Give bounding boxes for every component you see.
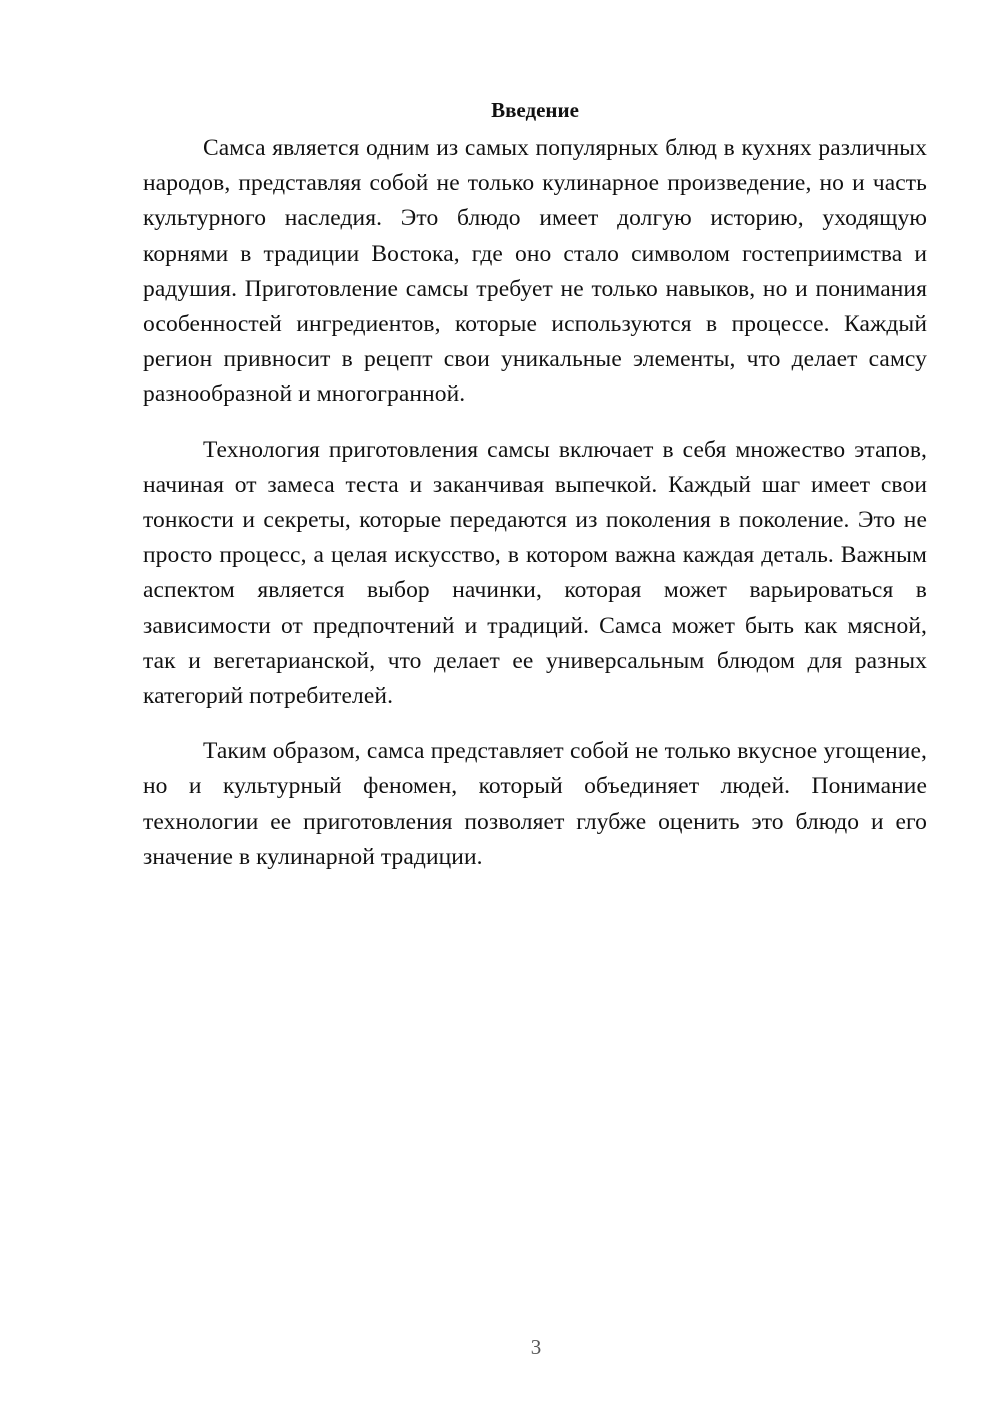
paragraph-technology: Технология приготовления самсы включает в себя множество этапов, начиная от замеса теста и заканчивая выпечкой. Каждый шаг имеет свои тонкости и секреты, которые передаются из поколения в поколение. Это не просто процесс, а целая искусство, в котором важна каждая деталь. Важным аспектом является выбор начинки, которая может варьироваться в зависимости от предпочтений и традиций. Самса может быть как мясной, так и вегетарианской, что делает ее универсальным блюдом для разных категорий потребителей. bbox=[143, 436, 927, 710]
paragraph-conclusion: Таким образом, самса представляет собой не только вкусное угощение, но и культурный феномен, который объединяет людей. Понимание технологии ее приготовления позволяет глубже оценить это блюдо и его значение в кулинарной традиции. bbox=[143, 738, 927, 870]
section-title: Введение bbox=[491, 98, 579, 122]
paragraph-intro: Самса является одним из самых популярных блюд в кухнях различных народов, представляя собой не только кулинарное произведение, но и часть культурного наследия. Это блюдо имеет долгую историю, уходящую корнями в традиции Востока, где оно стало символом гостеприимства и радушия. Приготовление самсы требует не только навыков, но и понимания особенностей ингредиентов, которые используются в процессе. Каждый регион привносит в рецепт свои уникальные элементы, что делает самсу разнообразной и многогранной. bbox=[143, 135, 927, 408]
page-number: 3 bbox=[530, 1335, 542, 1359]
page-content bbox=[143, 95, 927, 895]
